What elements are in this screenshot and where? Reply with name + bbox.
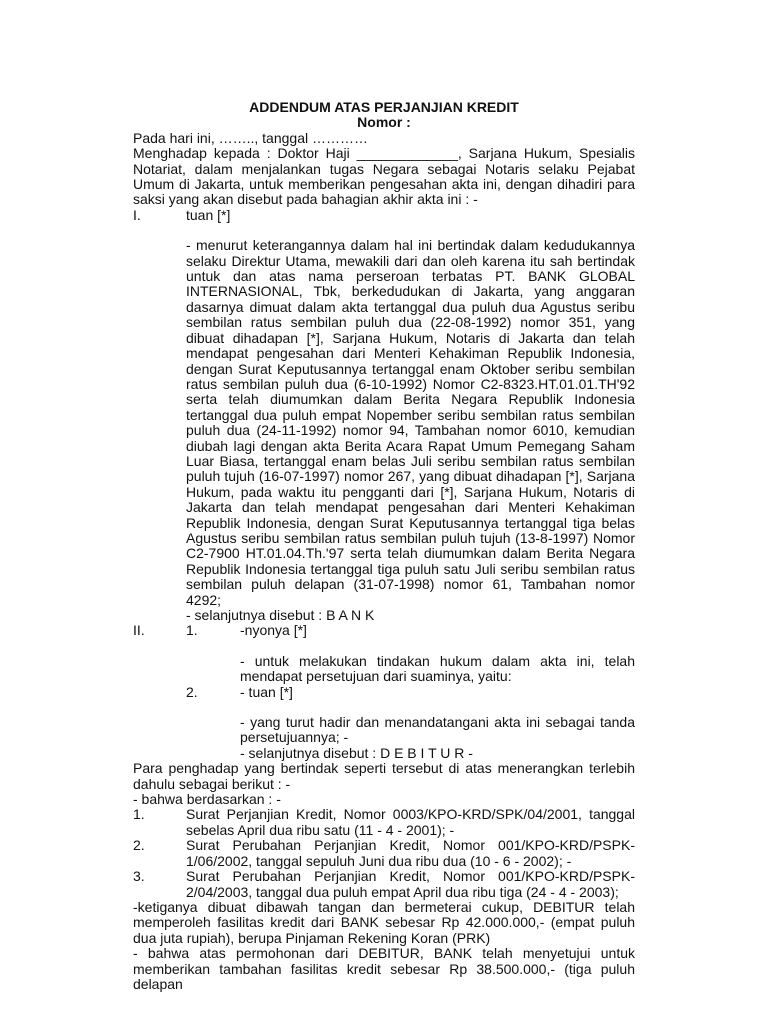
menghadap-paragraph: Menghadap kepada : Doktor Haji _____________, Sarjana Hukum, Spesialis Notariat, dalam menjalankan tugas Negara sebagai Notaris selaku Pejabat Umum di Jakarta, untuk memberikan pengesahan akta ini, dengan dihadiri para saksi yang akan disebut pada bahagian akhir akta ini : -	[133, 145, 635, 208]
list-item	[133, 869, 635, 900]
item-number: 1.	[186, 622, 198, 639]
item-number: 3.	[133, 868, 145, 885]
document-body	[133, 100, 635, 992]
party-three-name: - tuan [*]	[240, 683, 293, 700]
item-text: Surat Perubahan Perjanjian Kredit, Nomor 001/KPO-KRD/PSPK-2/04/2003, tanggal dua puluh empat April dua ribu tiga (24 - 4 - 2003);	[186, 868, 635, 900]
intro-line: Pada hari ini, …….., tanggal …………	[133, 129, 368, 146]
item-number: 1.	[133, 806, 145, 823]
list-item	[133, 807, 635, 838]
item-number: 2.	[186, 683, 198, 700]
bahwa-line: - bahwa berdasarkan : -	[133, 791, 281, 808]
permohonan-paragraph: - bahwa atas permohonan dari DEBITUR, BANK telah menyetujui untuk memberikan tambahan fasilitas kredit sebesar Rp 38.500.000,- (tiga puluh delapan	[133, 945, 635, 992]
party-one-description: - menurut keterangannya dalam hal ini bertindak dalam kedudukannya selaku Direktur Utama, mewakili dari dan oleh karena itu sah bertindak untuk dan atas nama perseroan terbatas PT. BANK GLOBAL INTERNASIONAL, Tbk, berkedudukan di Jakarta, yang anggaran dasarnya dimuat dalam akta tertanggal dua puluh dua Agustus seribu sembilan ratus sembilan puluh dua (22-08-1992) nomor 351, yang dibuat dihadapan [*], Sarjana Hukum, Notaris di Jakarta dan telah mendapat pengesahan dari Menteri Kehakiman Republik Indonesia, dengan Surat Keputusannya tertanggal enam Oktober seribu sembilan ratus sembilan puluh dua (6-10-1992) Nomor C2-8323.HT.01.01.TH'92 serta telah diumumkan dalam Berita Negara Republik Indonesia tertanggal dua puluh empat Nopember seribu sembilan ratus sembilan puluh dua (24-11-1992) nomor 94, Tambahan nomor 6010, kemudian diubah lagi dengan akta Berita Acara Rapat Umum Pemegang Saham Luar Biasa, tertanggal enam belas Juli seribu sembilan ratus sembilan puluh tujuh (16-07-1997) nomor 267, yang dibuat dihadapan [*], Sarjana Hukum, pada waktu itu pengganti dari [*], Sarjana Hukum, Notaris di Jakarta dan telah mendapat pengesahan dari Menteri Kehakiman Republik Indonesia, dengan Surat Keputusannya tertanggal tiga belas Agustus seribu sembilan ratus sembilan puluh tujuh (13-8-1997) Nomor C2-7900 HT.01.04.Th.'97 serta telah diumumkan dalam Berita Negara Republik Indonesia tertanggal tiga puluh satu Juli seribu sembilan ratus sembilan puluh delapan (31-07-1998) nomor 61, Tambahan nomor 4292;	[186, 237, 635, 608]
party-two-description: - untuk melakukan tindakan hukum dalam akta ini, telah mendapat persetujuan dari suaminya, yaitu:	[240, 652, 635, 685]
item-number: 2.	[133, 837, 145, 854]
para-paragraph: Para penghadap yang bertindak seperti tersebut di atas menerangkan terlebih dahulu sebagai berikut : -	[133, 760, 635, 792]
party-two-name: -nyonya [*]	[240, 622, 307, 639]
section-marker: II.	[133, 622, 145, 639]
party-two-row	[133, 623, 635, 638]
party-three-description: - yang turut hadir dan menandatangani akta ini sebagai tanda persetujuannya; -	[240, 714, 635, 746]
party-one-row	[133, 208, 635, 223]
ketiga-paragraph: -ketiganya dibuat dibawah tangan dan bermeterai cukup, DEBITUR telah memperoleh fasilitas kredit dari BANK sebesar Rp 42.000.000,- (empat puluh dua juta rupiah), berupa Pinjaman Rekening Koran (PRK)	[133, 898, 635, 946]
item-text: Surat Perubahan Perjanjian Kredit, Nomor 001/KPO-KRD/PSPK-1/06/2002, tanggal sepuluh Juni dua ribu dua (10 - 6 - 2002); -	[186, 837, 635, 869]
document-number: Nomor :	[357, 114, 411, 131]
item-text: Surat Perjanjian Kredit, Nomor 0003/KPO-KRD/SPK/04/2001, tanggal sebelas April dua ribu satu (11 - 4 - 2001); -	[186, 806, 635, 838]
debitur-designation: - selanjutnya disebut : D E B I T U R -	[240, 744, 473, 761]
party-three-row	[133, 685, 635, 700]
document-title: ADDENDUM ATAS PERJANJIAN KREDIT	[249, 99, 519, 115]
list-item	[133, 838, 635, 869]
party-one-name: tuan [*]	[186, 206, 231, 223]
section-marker: I.	[133, 206, 141, 223]
bank-designation: - selanjutnya disebut : B A N K	[186, 607, 375, 623]
